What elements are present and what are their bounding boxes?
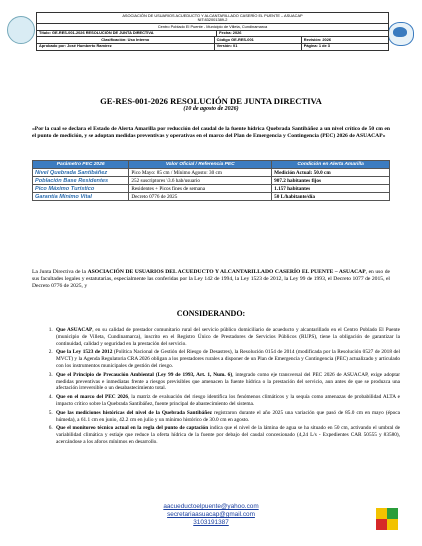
header-approved: Aprobado por: José Humberto Ramírez — [37, 44, 215, 50]
org-logo-right — [388, 22, 414, 46]
table-header-param: Parámetro PEC 2026 — [33, 161, 129, 169]
item-text: (Política Nacional de Gestión del Riesgo de Desastres), la Resolución 0154 de 2014 (modificada por la Resolución 0527 de 2018 del MVCT) y la Agenda Regulatoria CRA 2026 obligan a los prestadores rurales a disponer de un Plan de Emergencia y Contingencia (PEC) actualizado y articulado con los instrumentos municipales de gestión del riesgo. — [56, 349, 400, 369]
row-ref: 252 suscriptores \3.6 hab/usuario — [129, 177, 272, 185]
header-location: Centro Poblado El Puente - Municipio de Villeta, Cundinamarca — [157, 23, 268, 29]
list-item — [54, 372, 400, 392]
list-item — [54, 327, 400, 347]
document-header-table — [36, 12, 389, 51]
item-lead: Que el Principio de Precaución Ambiental (Ley 99 de 1993, Art. 1, Num. 6) — [56, 371, 233, 378]
document-intro: «Por la cual se declara el Estado de Alerta Amarilla por reducción del caudal de la fuente hídrica Quebrada Santibáñez a un nivel crítico de 50 cm en el punto de medición, y se adoptan medidas preventivas y operativas en el marco del Plan de Emergencia y Contingencia (PEC) 2026 de ASUACAP» — [32, 126, 390, 139]
table-row — [33, 185, 390, 193]
list-item — [54, 410, 400, 424]
org-nit: NIT:832001389-2 — [197, 17, 228, 23]
item-lead: Que las mediciones históricas del nivel de la Quebrada Santibáñez — [56, 409, 212, 416]
row-cond: 1.157 habitantes — [272, 185, 390, 193]
header-date: Fecha: 2026 — [219, 30, 242, 36]
preamble-paragraph — [32, 269, 390, 290]
org-logo-left — [7, 16, 35, 44]
table-row — [33, 193, 390, 201]
row-cond: Medición Actual: 50.0 cm — [272, 169, 390, 177]
item-text: , integrado como eje transversal del PEC 2026 de ASUACAP, exige adoptar medidas preventivas e inmediatas frente a riesgos previsibles que amenacen la fuente hídrica o la prestación del servicio, aun antes de que se produzca una afectación irreversible o un desabastecimiento total. — [56, 371, 400, 392]
item-lead: Que en el marco del PEC 2026 — [56, 394, 129, 401]
table-row — [33, 177, 390, 185]
row-ref: Residentes + Picos fines de semana — [129, 185, 272, 193]
org-name: ASOCIACIÓN DE USUARIOS ACUEDUCTO Y ALCANTARILLADO CASERÍO EL PUENTE – ASUACAP — [122, 12, 303, 18]
row-ref: Pico Mayo: 85 cm / Mínimo Agosto: 30 cm — [129, 169, 272, 177]
water-drop-icon — [393, 27, 407, 37]
row-cond: 50 L/habitante/día — [272, 193, 390, 201]
header-code: Código GE-RES-001 — [215, 37, 302, 43]
row-param: Nivel Quebrada Santibáñez — [33, 169, 129, 177]
considerando-heading: CONSIDERANDO: — [176, 309, 246, 318]
item-lead: Que la Ley 1523 de 2012 — [56, 349, 113, 356]
list-item — [54, 425, 400, 445]
item-lead: Que ASUACAP — [56, 327, 93, 333]
preamble-rest: , en uso de sus facultades legales y estatutarias, especialmente las conferidas por la Ley 142 de 1994, la Ley 1523 de 2012, la Ley 99 de 1993, el Decreto 1077 de 2015, el Decreto 0776 de 2025, y — [32, 269, 390, 289]
header-org — [37, 13, 388, 23]
header-classification: Clasificación: Uso Interno — [37, 37, 215, 43]
header-version: Versión: 01 — [215, 44, 302, 50]
item-text: , la matriz de evaluación del riesgo identifica los fenómenos climáticos y la sequía como amenazas de probabilidad ALTA e impacto crítico sobre la Quebrada Santibáñez, fuente principal de abastecimiento del sistema. — [56, 394, 400, 407]
document-title: GE-RES-001-2026 RESOLUCIÓN DE JUNTA DIRECTIVA — [100, 96, 322, 106]
table-header-cond: Condición en Alerta Amarilla — [272, 161, 390, 169]
row-param: Población Base Residentes — [33, 177, 129, 185]
header-page: Página: 1 de 3 — [303, 43, 330, 49]
header-title: Título: GE-RES-001-2026 RESOLUCIÓN DE JUNTA DIRECTIVA — [37, 31, 217, 37]
row-param: Garantía Mínimo Vital — [33, 193, 129, 201]
email-link-1[interactable]: aacueductoelpuente@yahoo.com — [163, 503, 259, 510]
header-revision: Revisión: 2026 — [303, 36, 332, 42]
item-text: , en su calidad de prestador comunitario rural del servicio público domiciliario de acueducto y alcantarillado en el Centro Poblado El Puente (municipio de Villeta, Cundinamarca), inscrito en el Registro Único de Prestadores de Servicios Públicos (RUPS), tiene la obligación de garantizar la continuidad, calidad y seguridad en la prestación del servicio. — [56, 327, 400, 347]
preamble-org: ASOCIACIÓN DE USUARIOS DEL ACUEDUCTO Y ALCANTARILLADO CASERÍO EL PUENTE – ASUACAP — [87, 269, 366, 275]
email-link-2[interactable]: secretariaasuacap@gmail.com — [167, 511, 255, 518]
table-header-ref: Valor Oficial / Referencia PEC — [129, 161, 272, 169]
flag-emblem-icon — [376, 508, 398, 530]
preamble-start: La Junta Directiva de la — [32, 269, 87, 275]
item-text: indica que el nivel de la lámina de agua se ha situado en 50 cm, activando el umbral de variabilidad climática y estiaje que reduce la oferta hídrica de la fuente por debajo del caudal concesionado (4,24 L/s - Expedientes CAR 50555 y 83580), acercándose a los aforos mínimos en desarrollo. — [56, 425, 400, 445]
pec-parameters-table — [32, 160, 390, 201]
list-item — [54, 394, 400, 408]
considerando-list — [42, 327, 400, 448]
document-date: (10 de agosto de 2026) — [183, 106, 239, 112]
table-row — [33, 169, 390, 177]
item-lead: Que el monitoreo técnico actual en la regla del punto de captación — [56, 425, 209, 432]
phone-number: 3103191387 — [193, 519, 229, 526]
item-text: registraron durante el año 2025 una variación que pasó de 85.0 cm en mayo (época húmeda), a 61.1 cm en junio, 42.2 cm en julio y un mínimo histórico de 30.0 cm en agosto. — [56, 409, 400, 423]
list-item — [54, 349, 400, 369]
row-ref: Decreto 0776 de 2025 — [129, 193, 272, 201]
row-param: Pico Máximo Turístico — [33, 185, 129, 193]
contact-footer — [0, 503, 422, 527]
row-cond: 907.2 habitantes fijos — [272, 177, 390, 185]
